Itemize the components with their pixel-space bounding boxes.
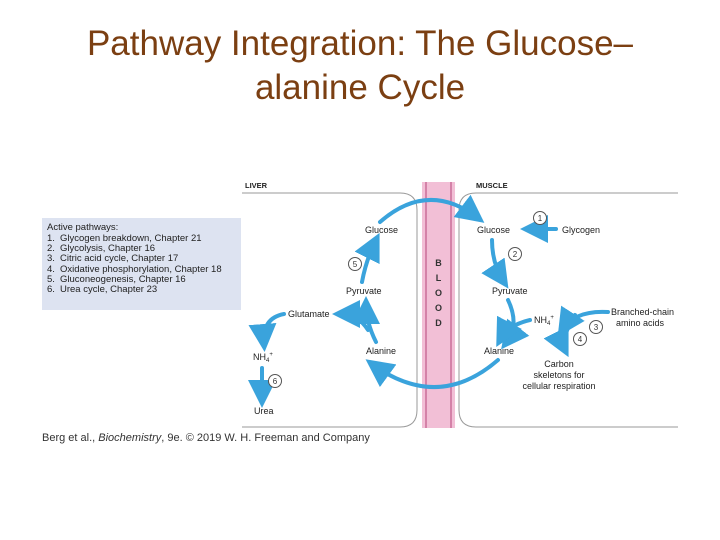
liver-label: LIVER	[245, 181, 268, 190]
arrow-alanine-to-glutamate	[340, 314, 368, 330]
muscle-glycogen-label: Glycogen	[562, 225, 601, 235]
blood-letter: L	[435, 273, 442, 283]
step-number-1: 1	[537, 214, 543, 223]
step-number-2: 2	[512, 250, 518, 259]
muscle-label: MUSCLE	[476, 181, 508, 190]
muscle-glucose-label: Glucose	[477, 225, 511, 235]
bcaa-label: Branched-chain amino acids	[611, 307, 675, 328]
arrow-muscle-glucose-to-pyruvate	[492, 240, 504, 282]
muscle-pyruvate-label: Pyruvate	[492, 286, 528, 296]
arrow-glutamate-to-ammonium	[264, 314, 284, 344]
legend-item: 1. Glycogen breakdown, Chapter 21	[47, 233, 202, 244]
step-number-4: 4	[577, 335, 583, 344]
figure-credit: Berg et al., Biochemistry, 9e. © 2019 W. H. Freeman and Company	[42, 432, 370, 444]
muscle-alanine-label: Alanine	[484, 346, 515, 356]
legend-item: 4. Oxidative phosphorylation, Chapter 18	[47, 263, 222, 275]
active-pathways-legend	[42, 218, 241, 310]
blood-letter: O	[434, 303, 443, 313]
blood-letter: B	[435, 258, 442, 268]
arrow-muscle-pyruvate-to-alanine	[506, 300, 514, 343]
title-line-2: alanine Cycle	[254, 68, 466, 107]
title-line-1: Pathway Integration: The Glucose–	[86, 24, 634, 63]
legend-item: 2. Glycolysis, Chapter 16	[47, 243, 156, 255]
liver-alanine-label: Alanine	[366, 346, 397, 356]
legend-item: 6. Urea cycle, Chapter 23	[47, 284, 158, 296]
liver-glutamate-label: Glutamate	[288, 309, 330, 319]
blood-letter: O	[434, 288, 443, 298]
liver-pyruvate-label: Pyruvate	[346, 286, 382, 296]
liver-urea-label: Urea	[254, 406, 274, 416]
step-number-3: 3	[593, 323, 599, 332]
legend-item: 3. Citric acid cycle, Chapter 17	[47, 253, 179, 265]
legend-item: 5. Gluconeogenesis, Chapter 16	[47, 273, 186, 285]
arrow-liver-alanine-to-pyruvate	[366, 304, 376, 342]
legend-heading: Active pathways:	[47, 222, 119, 233]
step-number-5: 5	[352, 260, 358, 269]
liver-ammonium-label: $NH_4^+$	[253, 352, 273, 364]
liver-glucose-label: Glucose	[365, 225, 399, 235]
arrow-liver-pyruvate-to-glucose	[362, 240, 376, 282]
blood-letter: D	[435, 318, 442, 328]
step-number-6: 6	[272, 377, 278, 386]
muscle-ammonium-label: $NH_4^+$	[534, 315, 554, 327]
carbon-skeletons-label: Carbon skeletons for cellular respiration	[522, 359, 596, 391]
